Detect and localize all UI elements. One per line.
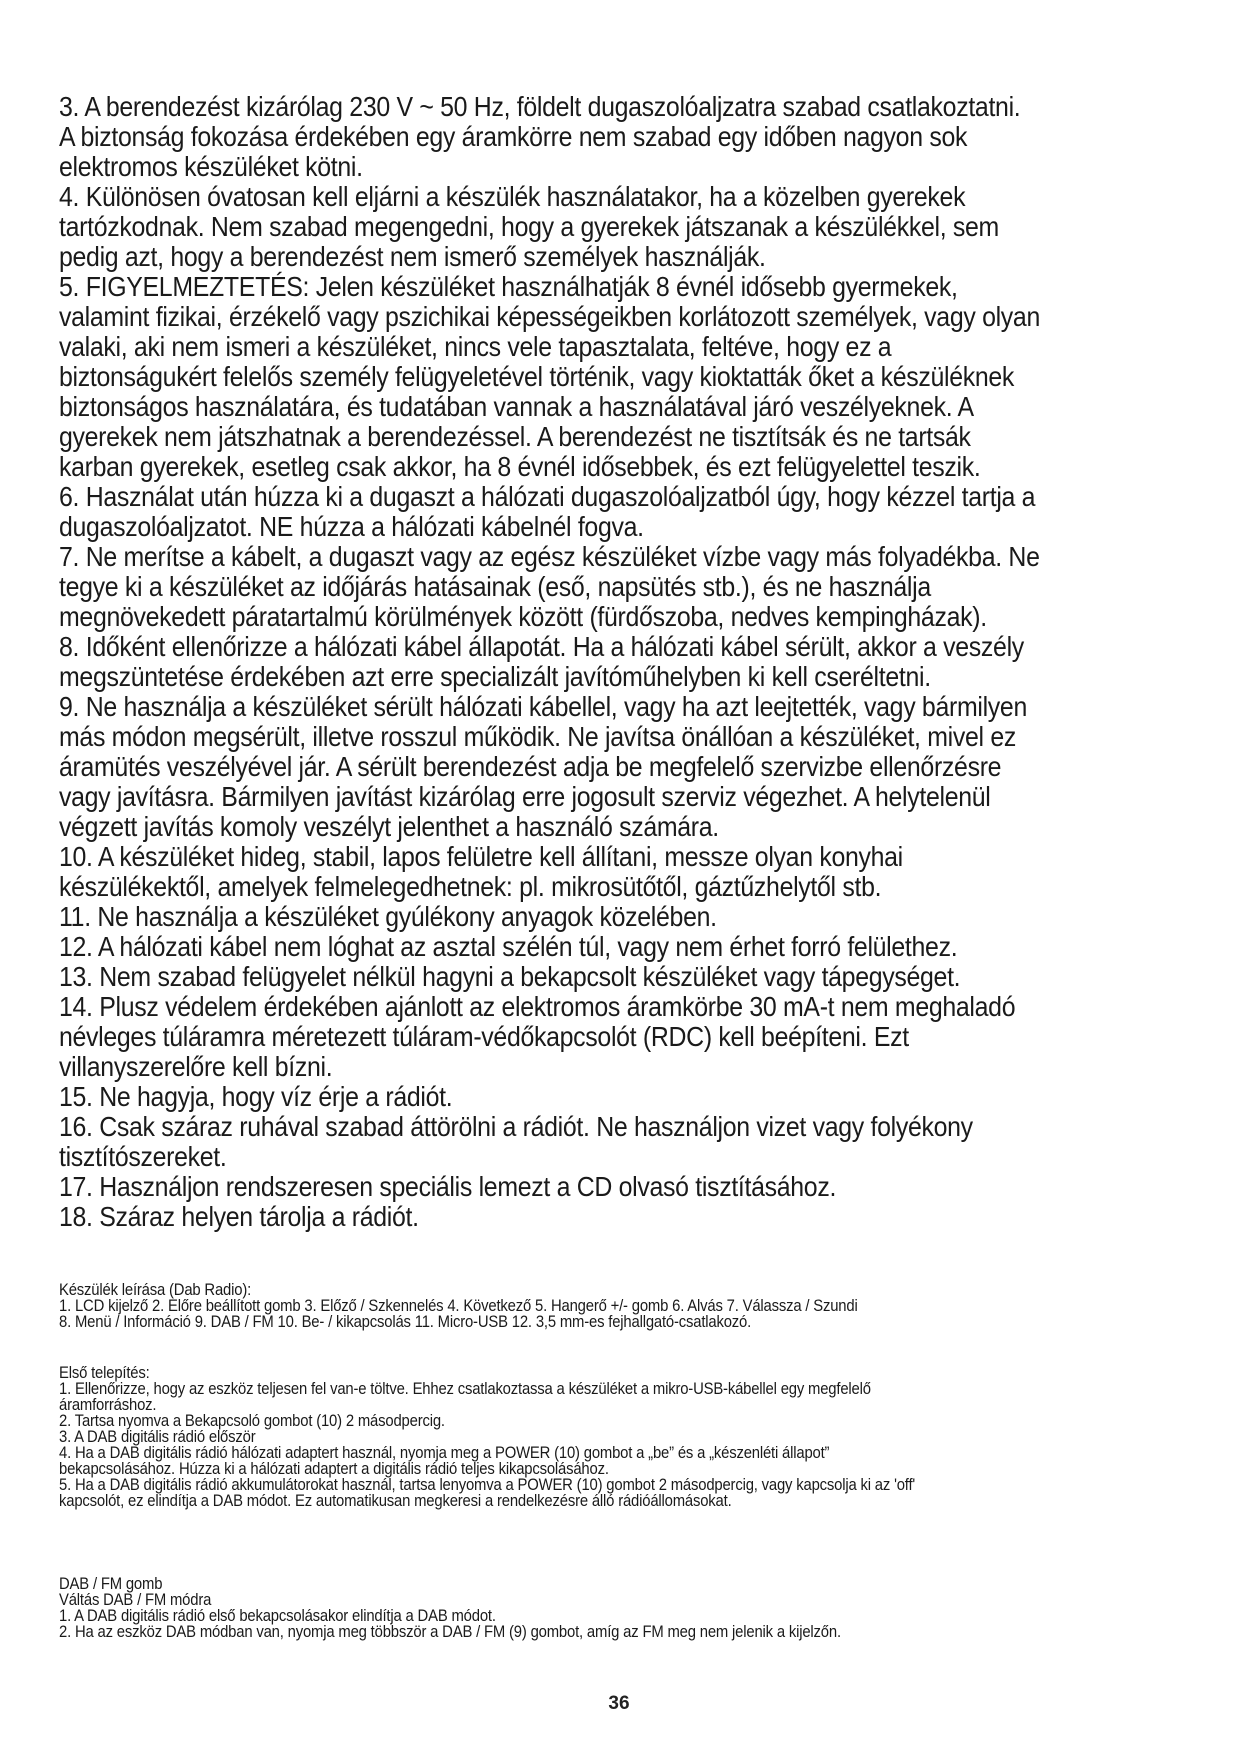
- safety-line: karban gyerekek, esetleg csak akkor, ha 8 évnél idősebbek, és ezt felügyelettel teszik.: [59, 451, 981, 482]
- safety-line: biztonságos használatára, és tudatában vannak a használatával járó veszélyeknek. A: [59, 391, 974, 422]
- safety-line: 5. FIGYELMEZTETÉS: Jelen készüléket használhatják 8 évnél idősebb gyermekek,: [59, 271, 958, 302]
- safety-line: valamint fizikai, érzékelő vagy pszichikai képességeikben korlátozott személyek, vagy olyan: [59, 301, 1040, 332]
- first-setup-line: kapcsolót, ez elindítja a DAB módot. Ez automatikusan megkeresi a rendelkezésre álló rádióállomásokat.: [59, 1492, 732, 1510]
- safety-line: 13. Nem szabad felügyelet nélkül hagyni a bekapcsolt készüléket vagy tápegységet.: [59, 961, 961, 992]
- first-setup-section: [59, 1365, 1241, 1509]
- safety-line: 10. A készüléket hideg, stabil, lapos felületre kell állítani, messze olyan konyhai: [59, 841, 903, 872]
- safety-line: 4. Különösen óvatosan kell eljárni a készülék használatakor, ha a közelben gyerekek: [59, 181, 966, 212]
- first-setup-line: 4. Ha a DAB digitális rádió hálózati adaptert használ, nyomja meg a POWER (10) gombot a „be” és a „készenléti állapot”: [59, 1444, 830, 1462]
- safety-line: 18. Száraz helyen tárolja a rádiót.: [59, 1201, 419, 1232]
- safety-line: vagy javításra. Bármilyen javítást kizárólag erre jogosult szerviz végezhet. A helytelenül: [59, 781, 991, 812]
- safety-line: tartózkodnak. Nem szabad megengedni, hogy a gyerekek játszanak a készülékkel, sem: [59, 211, 999, 242]
- safety-line: 11. Ne használja a készüléket gyúlékony anyagok közelében.: [59, 901, 717, 932]
- safety-line: áramütés veszélyével jár. A sérült berendezést adja be megfelelő szervizbe ellenőrzésre: [59, 751, 1002, 782]
- first-setup-line: 1. Ellenőrizze, hogy az eszköz teljesen fel van-e töltve. Ehhez csatlakoztassa a készüléket a mikro-USB-kábellel egy megfelelő: [59, 1380, 871, 1398]
- manual-page: [59, 91, 1179, 1714]
- safety-line: A biztonság fokozása érdekében egy áramkörre nem szabad egy időben nagyon sok: [59, 121, 968, 152]
- safety-line: villanyszerelőre kell bízni.: [59, 1051, 333, 1082]
- safety-line: megszüntetése érdekében azt erre specializált javítóműhelyben ki kell cseréltetni.: [59, 661, 931, 692]
- first-setup-title: Első telepítés:: [59, 1364, 150, 1382]
- safety-line: 6. Használat után húzza ki a dugaszt a hálózati dugaszolóaljzatból úgy, hogy kézzel tartja a: [59, 481, 1036, 512]
- dab-fm-line: 1. A DAB digitális rádió első bekapcsolásakor elindítja a DAB módot.: [59, 1607, 496, 1625]
- safety-line: gyerekek nem játszhatnak a berendezéssel. A berendezést ne tisztítsák és ne tartsák: [59, 421, 971, 452]
- safety-line: 16. Csak száraz ruhával szabad áttörölni a rádiót. Ne használjon vizet vagy folyékony: [59, 1111, 973, 1142]
- safety-line: 15. Ne hagyja, hogy víz érje a rádiót.: [59, 1081, 453, 1112]
- safety-line: tisztítószereket.: [59, 1141, 227, 1172]
- first-setup-line: áramforráshoz.: [59, 1396, 157, 1414]
- safety-line: más módon megsérült, illetve rosszul működik. Ne javítsa önállóan a készüléket, mivel ez: [59, 721, 1016, 752]
- first-setup-line: 5. Ha a DAB digitális rádió akkumulátorokat használ, tartsa lenyomva a POWER (10) gombot 2 másodpercig, vagy kapcsolja ki az 'off': [59, 1476, 916, 1494]
- device-description-line: 1. LCD kijelző 2. Előre beállított gomb 3. Előző / Szkennelés 4. Következő 5. Hangerő +/- gomb 6. Alvás 7. Válassza / Szundi: [59, 1297, 858, 1315]
- device-description-section: [59, 1282, 1241, 1330]
- safety-line: valaki, aki nem ismeri a készüléket, nincs vele tapasztalata, feltéve, hogy ez a: [59, 331, 892, 362]
- safety-line: biztonságukért felelős személy felügyeletével történik, vagy kioktatták őket a készüléknek: [59, 361, 1015, 392]
- safety-line: 9. Ne használja a készüléket sérült hálózati kábellel, vagy ha azt leejtették, vagy bármilyen: [59, 691, 1027, 722]
- safety-line: készülékektől, amelyek felmelegedhetnek: pl. mikrosütőtől, gáztűzhelytől stb.: [59, 871, 882, 902]
- dab-fm-section: [59, 1576, 1241, 1640]
- safety-line: pedig azt, hogy a berendezést nem ismerő személyek használják.: [59, 241, 766, 272]
- first-setup-line: 2. Tartsa nyomva a Bekapcsoló gombot (10) 2 másodpercig.: [59, 1412, 445, 1430]
- safety-line: elektromos készüléket kötni.: [59, 151, 363, 182]
- dab-fm-line: 2. Ha az eszköz DAB módban van, nyomja meg többször a DAB / FM (9) gombot, amíg az FM meg nem jelenik a kijelzőn.: [59, 1623, 841, 1641]
- first-setup-line: bekapcsolásához. Húzza ki a hálózati adaptert a digitális rádió teljes kikapcsolásához.: [59, 1460, 609, 1478]
- safety-line: 7. Ne merítse a kábelt, a dugaszt vagy az egész készüléket vízbe vagy más folyadékba. Ne: [59, 541, 1040, 572]
- safety-line: 17. Használjon rendszeresen speciális lemezt a CD olvasó tisztításához.: [59, 1171, 837, 1202]
- safety-line: dugaszolóaljzatot. NE húzza a hálózati kábelnél fogva.: [59, 511, 644, 542]
- dab-fm-line: Váltás DAB / FM módra: [59, 1591, 212, 1609]
- device-description-title: Készülék leírása (Dab Radio):: [59, 1281, 252, 1299]
- first-setup-line: 3. A DAB digitális rádió először: [59, 1428, 256, 1446]
- dab-fm-title: DAB / FM gomb: [59, 1575, 163, 1593]
- safety-line: tegye ki a készüléket az időjárás hatásainak (eső, napsütés stb.), és ne használja: [59, 571, 931, 602]
- safety-line: 8. Időként ellenőrizze a hálózati kábel állapotát. Ha a hálózati kábel sérült, akkor a veszély: [59, 631, 1024, 662]
- safety-line: névleges túláramra méretezett túláram-védőkapcsolót (RDC) kell beépíteni. Ezt: [59, 1021, 909, 1052]
- safety-line: 3. A berendezést kizárólag 230 V ~ 50 Hz, földelt dugaszolóaljzatra szabad csatlakoztatni.: [59, 91, 1021, 122]
- page-number: 36: [608, 1693, 630, 1714]
- safety-line: 14. Plusz védelem érdekében ajánlott az elektromos áramkörbe 30 mA-t nem meghaladó: [59, 991, 1016, 1022]
- safety-line: végzett javítás komoly veszélyt jelenthet a használó számára.: [59, 811, 719, 842]
- device-description-line: 8. Menü / Információ 9. DAB / FM 10. Be- / kikapcsolás 11. Micro-USB 12. 3,5 mm-es fejhallgató-csatlakozó.: [59, 1313, 752, 1331]
- safety-instructions: [59, 92, 1179, 1232]
- safety-line: 12. A hálózati kábel nem lóghat az asztal szélén túl, vagy nem érhet forró felülethez.: [59, 931, 958, 962]
- safety-line: megnövekedett páratartalmú körülmények között (fürdőszoba, nedves kempingházak).: [59, 601, 987, 632]
